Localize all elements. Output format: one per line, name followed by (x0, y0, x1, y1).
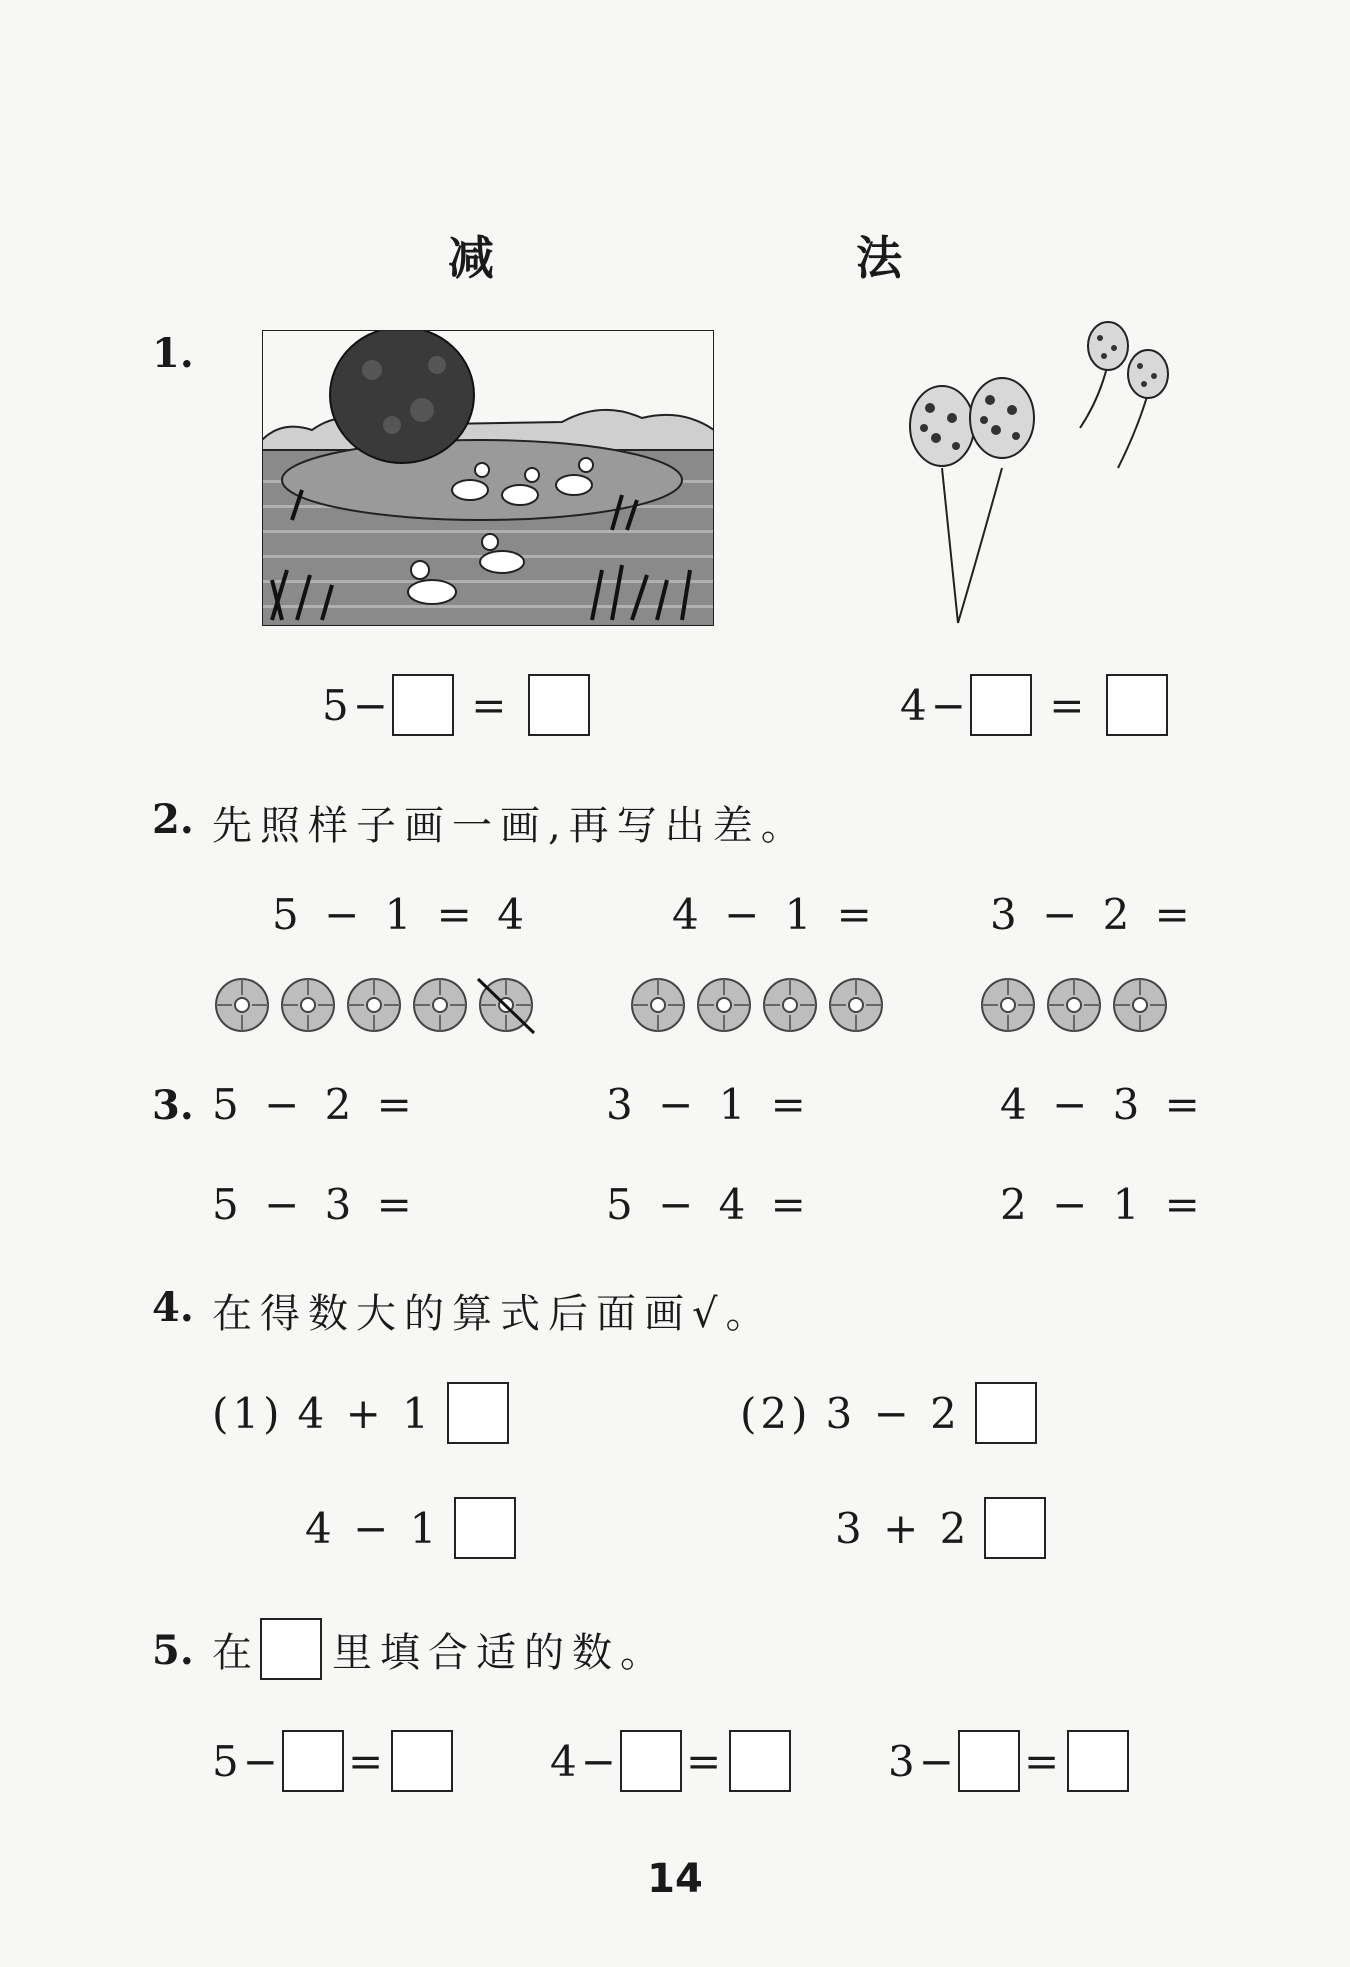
flower-icon (344, 975, 404, 1035)
flower-icon (278, 975, 338, 1035)
q4-part2-check-box-2[interactable] (984, 1497, 1046, 1559)
q1-number: 1. (152, 330, 194, 377)
q4-part1-label: (1) (212, 1388, 284, 1438)
crossed-flower-icon (476, 975, 536, 1035)
q1-right-subtrahend-box[interactable] (970, 674, 1032, 736)
q2-example-1: 5 − 1 = 4 (272, 890, 530, 939)
q1-left-answer-box[interactable] (528, 674, 590, 736)
q5-eq1-equals: = (347, 1736, 388, 1786)
pond-ducks-illustration (262, 330, 714, 626)
q5-eq3-subtrahend-box[interactable] (958, 1730, 1020, 1792)
q3-row1-item1[interactable]: 5 − 2 = (212, 1080, 418, 1129)
q5-eq2-answer-box[interactable] (729, 1730, 791, 1792)
q5-example-box (260, 1618, 322, 1680)
q4-number: 4. (152, 1284, 194, 1331)
q1-right-equation (900, 674, 1168, 736)
flower-icon (1044, 975, 1104, 1035)
q5-eq1-minus: − (242, 1736, 282, 1786)
q2-example-3: 3 − 2 = (990, 890, 1196, 939)
q5-eq2-minus: − (580, 1736, 620, 1786)
q4-instruction: 在得数大的算式后面画√。 (212, 1291, 774, 1337)
q1-right-answer-box[interactable] (1106, 674, 1168, 736)
flower-icon (628, 975, 688, 1035)
q1-right-minuend: 4 (900, 680, 931, 730)
q5-instruction-post: 里填合适的数。 (332, 1629, 668, 1676)
q4-part2-expr2: 3 + 2 (835, 1503, 971, 1553)
q5-instruction (212, 1618, 668, 1680)
q5-eq2-subtrahend-box[interactable] (620, 1730, 682, 1792)
q2-instruction: 先照样子画一画,再写出差。 (212, 803, 809, 849)
q2-flowers-group-2 (628, 975, 886, 1035)
q3-row1-item2[interactable]: 3 − 1 = (606, 1080, 812, 1129)
q3-row2-item1[interactable]: 5 − 3 = (212, 1180, 418, 1229)
flower-icon (760, 975, 820, 1035)
flower-icon (694, 975, 754, 1035)
q5-equation-1 (212, 1730, 453, 1792)
q3-number: 3. (152, 1082, 194, 1129)
q1-left-minus: − (352, 680, 392, 730)
page-title: 减 法 (448, 231, 992, 285)
q4-part1-check-box-2[interactable] (454, 1497, 516, 1559)
q1-left-minuend: 5 (322, 680, 353, 730)
q3-row2-item2[interactable]: 5 − 4 = (606, 1180, 812, 1229)
q1-left-subtrahend-box[interactable] (392, 674, 454, 736)
q5-eq2-minuend: 4 (550, 1736, 581, 1786)
q1-left-equation (322, 674, 590, 736)
q1-left-equals: = (453, 680, 528, 730)
q1-right-minus: − (930, 680, 970, 730)
q1-right-equals: = (1031, 680, 1106, 730)
q5-eq2-equals: = (685, 1736, 726, 1786)
flower-icon (410, 975, 470, 1035)
q4-part1-expr2: 4 − 1 (305, 1503, 441, 1553)
q5-equation-3 (888, 1730, 1129, 1792)
q5-eq1-subtrahend-box[interactable] (282, 1730, 344, 1792)
q4-part2-check-box-1[interactable] (975, 1382, 1037, 1444)
q2-flowers-group-1 (212, 975, 536, 1035)
page-number: 14 (647, 1856, 703, 1902)
flower-icon (212, 975, 272, 1035)
q5-eq3-equals: = (1023, 1736, 1064, 1786)
q5-number: 5. (152, 1627, 194, 1674)
q4-part2-expr1: 3 − 2 (825, 1388, 961, 1438)
balloons-illustration (900, 318, 1180, 630)
q5-eq1-minuend: 5 (212, 1736, 243, 1786)
q3-row2-item3[interactable]: 2 − 1 = (1000, 1180, 1206, 1229)
q2-number: 2. (152, 796, 194, 843)
q3-row1-item3[interactable]: 4 − 3 = (1000, 1080, 1206, 1129)
q4-part1-row1 (212, 1382, 509, 1444)
q4-part1-row2 (305, 1497, 516, 1559)
flower-icon (978, 975, 1038, 1035)
q5-eq3-minus: − (918, 1736, 958, 1786)
q5-eq1-answer-box[interactable] (391, 1730, 453, 1792)
q2-flowers-group-3 (978, 975, 1170, 1035)
q4-part1-check-box-1[interactable] (447, 1382, 509, 1444)
q4-part2-row2 (835, 1497, 1046, 1559)
q4-part1-expr1: 4 + 1 (297, 1388, 433, 1438)
flower-icon (826, 975, 886, 1035)
q4-part2-row1 (740, 1382, 1037, 1444)
flower-icon (1110, 975, 1170, 1035)
q2-example-2: 4 − 1 = (672, 890, 878, 939)
q5-equation-2 (550, 1730, 791, 1792)
q5-eq3-answer-box[interactable] (1067, 1730, 1129, 1792)
q5-instruction-pre: 在 (212, 1629, 260, 1676)
q4-part2-label: (2) (740, 1388, 812, 1438)
q5-eq3-minuend: 3 (888, 1736, 919, 1786)
